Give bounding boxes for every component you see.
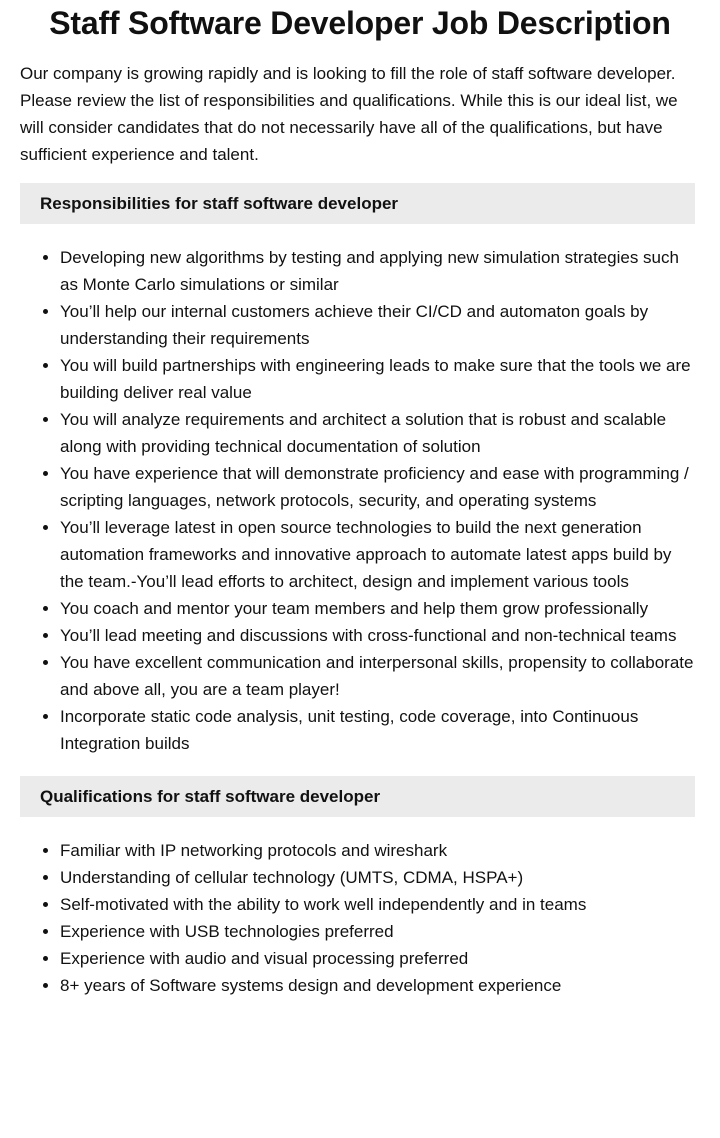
list-item: • Familiar with IP networking protocols and wireshark: [60, 837, 695, 864]
list-item: • You have excellent communication and interpersonal skills, propensity to collaborate and above all, you are a team player!: [60, 649, 695, 703]
list-item: • You’ll help our internal customers achieve their CI/CD and automaton goals by understanding their requirements: [60, 298, 695, 352]
responsibilities-heading: Responsibilities for staff software developer: [20, 183, 695, 224]
list-item: • Understanding of cellular technology (UMTS, CDMA, HSPA+): [60, 864, 695, 891]
intro-paragraph: Our company is growing rapidly and is looking to fill the role of staff software developer. Please review the list of responsibilities and qualifications. While this is our ideal list, we will consider candidates that do not necessarily have all of the qualifications, but have sufficient experience and talent.: [20, 64, 678, 164]
list-item: • Self-motivated with the ability to work well independently and in teams: [60, 891, 695, 918]
page-title: Staff Software Developer Job Description: [49, 5, 671, 41]
content: [0, 60, 720, 999]
list-item: • You’ll leverage latest in open source technologies to build the next generation automation frameworks and innovative approach to automate latest apps build by the team.-You’ll lead efforts to architect, design and implement various tools: [60, 514, 695, 595]
list-item: • Developing new algorithms by testing and applying new simulation strategies such as Monte Carlo simulations or similar: [60, 244, 695, 298]
qualifications-list: [20, 837, 695, 999]
list-item: • You have experience that will demonstrate proficiency and ease with programming / scripting languages, network protocols, security, and operating systems: [60, 460, 695, 514]
list-item: • Experience with audio and visual processing preferred: [60, 945, 695, 972]
list-item: • You coach and mentor your team members and help them grow professionally: [60, 595, 695, 622]
list-item: • Incorporate static code analysis, unit testing, code coverage, into Continuous Integration builds: [60, 703, 695, 757]
list-item: • You’ll lead meeting and discussions with cross-functional and non-technical teams: [60, 622, 695, 649]
list-item: • 8+ years of Software systems design and development experience: [60, 972, 695, 999]
list-item: • You will build partnerships with engineering leads to make sure that the tools we are building deliver real value: [60, 352, 695, 406]
list-item: • You will analyze requirements and architect a solution that is robust and scalable along with providing technical documentation of solution: [60, 406, 695, 460]
responsibilities-list: [20, 244, 695, 757]
qualifications-heading: Qualifications for staff software developer: [20, 776, 695, 817]
list-item: • Experience with USB technologies preferred: [60, 918, 695, 945]
